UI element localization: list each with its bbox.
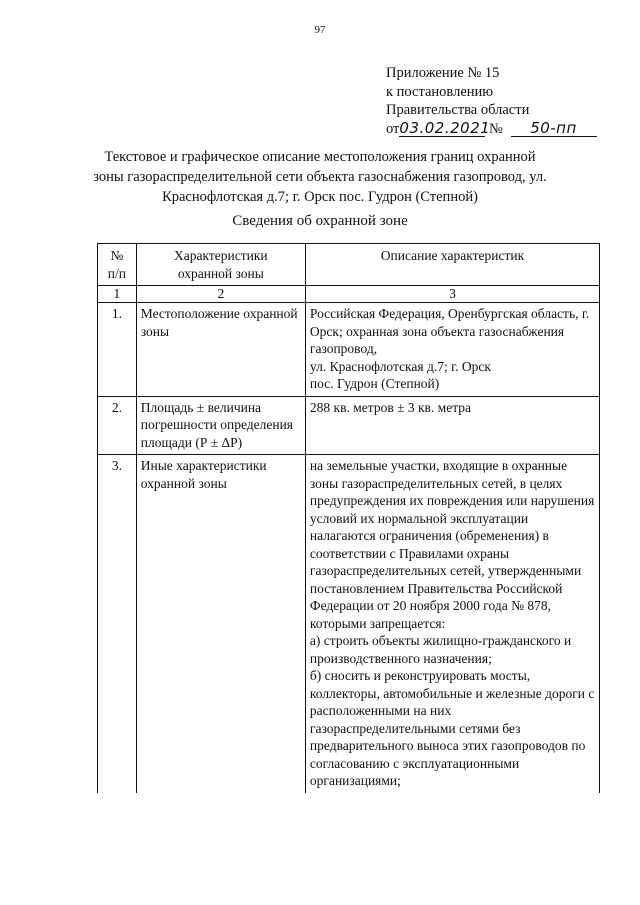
appendix-from-label: от [386, 120, 400, 137]
header-num: № п/п [98, 244, 137, 286]
colnum-3: 3 [305, 286, 599, 303]
page-number: 97 [314, 24, 326, 36]
table-row [98, 396, 600, 455]
row-desc: на земельные участки, входящие в охранные зоны газораспределительных сетей, в целях предупреждения их повреждения или нарушения условий их нормальной эксплуатации налагаются ограничения (обременения) в соответствии с Правилами охраны газораспределительных сетей, утвержденными постановлением Правительства Российской Федерации от 20 ноября 2000 года № 878, которыми запрещается: а) строить объекты жилищно-гражданского и производственного назначения; б) сносить и реконструировать мосты, коллекторы, автомобильные и железные дороги с расположенными на них газораспределительными сетями без предварительного выноса этих газопроводов по согласованию с эксплуатационными организациями; [305, 455, 599, 793]
row-name: Иные характеристики охранной зоны [136, 455, 305, 793]
row-num: 1. [98, 303, 137, 397]
row-num: 3. [98, 455, 137, 793]
appendix-number: 50-пп [511, 120, 597, 137]
row-desc: Российская Федерация, Оренбургская область, г. Орск; охранная зона объекта газоснабжения газопровод, ул. Краснофлотская д.7; г. Орск пос. Гудрон (Степной) [305, 303, 599, 397]
appendix-date: 03.02.2021 [399, 118, 491, 137]
document-title: Текстовое и графическое описание местоположения границ охранной зоны газораспределительной сети объекта газоснабжения газопровод, ул. Краснофлотская д.7; г. Орск пос. Гудрон (Степной) [93, 149, 547, 205]
appendix-line-1: Приложение № 15 [386, 65, 500, 81]
table-row [98, 303, 600, 397]
row-name: Местоположение охранной зоны [136, 303, 305, 397]
row-num: 2. [98, 396, 137, 455]
table-colnum-row [98, 286, 600, 303]
appendix-number-label: № [489, 120, 503, 137]
table-header-row [98, 244, 600, 286]
document-subtitle: Сведения об охранной зоне [232, 213, 408, 229]
appendix-line-4 [386, 120, 597, 139]
colnum-2: 2 [136, 286, 305, 303]
appendix-line-2: к постановлению [386, 83, 494, 100]
header-characteristics: Характеристики охранной зоны [136, 244, 305, 286]
zone-info-table [97, 243, 600, 793]
colnum-1: 1 [98, 286, 137, 303]
row-name: Площадь ± величина погрешности определения площади (Р ± ΔР) [136, 396, 305, 455]
row-desc: 288 кв. метров ± 3 кв. метра [305, 396, 599, 455]
appendix-block [386, 64, 597, 138]
appendix-line-3: Правительства области [386, 102, 530, 118]
table-row [98, 455, 600, 793]
header-description: Описание характеристик [305, 244, 599, 286]
